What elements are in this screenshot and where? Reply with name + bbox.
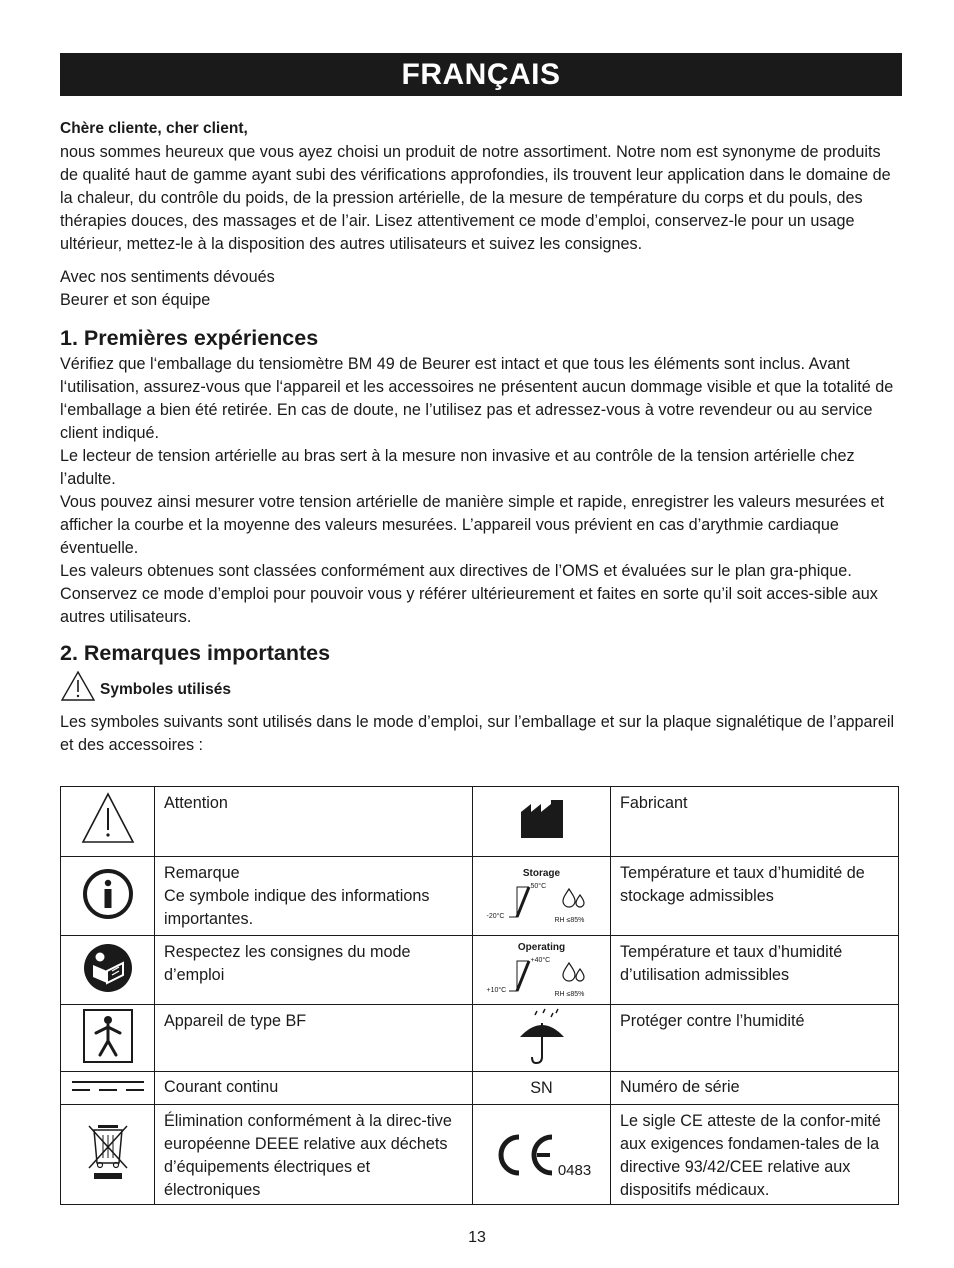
manufacturer-icon	[519, 798, 565, 840]
min-temperature: +10°C	[486, 986, 507, 994]
symbol-description: Numéro de série	[611, 1072, 899, 1105]
page-number: 13	[468, 1229, 486, 1246]
section-1-paragraph: Vous pouvez ainsi mesurer votre tension artérielle de manière simple et rapide, enregistrer les valeurs mesurées et afficher la courbe et la moyenne des valeurs mesurées. L’appareil vous prévient en cas d’arythmie cardiaque éventuelle.	[60, 493, 885, 557]
signoff-line-1: Avec nos sentiments dévoués	[60, 268, 275, 286]
weee-disposal-icon	[86, 1123, 130, 1181]
page-content	[60, 96, 902, 757]
operating-label: Operating	[517, 941, 566, 953]
section-1-title: 1. Premières expériences	[60, 326, 319, 350]
attention-icon	[80, 791, 136, 847]
symbol-description: Température et taux d’humidité d’utilisation admissibles	[611, 936, 899, 1005]
greeting: Chère cliente, cher client,	[60, 120, 248, 137]
symbol-description: Le sigle CE atteste de la confor-mité aux exigences fondamen-tales de la directive 93/42/CEE relative aux dispositifs médicaux.	[611, 1105, 899, 1205]
table-row	[61, 1072, 899, 1105]
symbol-description: Respectez les consignes du mode d’emploi	[155, 936, 473, 1005]
storage-label: Storage	[522, 867, 561, 879]
symbol-description: Élimination conformément à la direc-tive européenne DEEE relative aux déchets d’équipements électriques et électroniques	[155, 1105, 473, 1205]
direct-current-icon	[70, 1079, 146, 1093]
symbols-table	[60, 786, 899, 1205]
signoff-line-2: Beurer et son équipe	[60, 291, 211, 309]
symbol-description: Attention	[155, 787, 473, 857]
signoff	[60, 266, 902, 312]
storage-conditions-icon	[473, 868, 610, 925]
section-1-paragraph: Les valeurs obtenues sont classées conformément aux directives de l’OMS et évaluées sur le plan gra-phique.	[60, 562, 852, 580]
symbols-intro: Les symboles suivants sont utilisés dans le mode d’emploi, sur l’emballage et sur la plaque signalétique de l’appareil et des accessoires :	[60, 713, 895, 754]
info-icon	[82, 868, 134, 920]
table-row	[61, 936, 899, 1005]
language-banner	[60, 53, 902, 96]
table-row	[61, 1005, 899, 1072]
notified-body-number: 0483	[557, 1161, 592, 1179]
symbols-subheading-text: Symboles utilisés	[100, 681, 231, 698]
max-temperature: 50°C	[530, 882, 547, 890]
umbrella-icon	[517, 1007, 567, 1065]
symbol-description: Fabricant	[611, 787, 899, 857]
humidity-limit: RH ≤85%	[554, 916, 585, 924]
symbol-description: Courant continu	[155, 1072, 473, 1105]
humidity-limit: RH ≤85%	[554, 990, 585, 998]
section-2-title: 2. Remarques importantes	[60, 641, 331, 665]
section-1-paragraph: Vérifiez que l‘emballage du tensiomètre BM 49 de Beurer est intact et que tous les éléments sont inclus. Avant l‘utilisation, assurez-vous que l‘appareil et les accessoires ne présentent aucun dommage visible et que la totalité de l‘emballage a bien été retirée. En cas de doute, ne l’utilisez pas et adressez-vous à votre revendeur ou au service client indiqué.	[60, 355, 894, 442]
table-row	[61, 857, 899, 936]
table-row	[61, 787, 899, 857]
read-manual-icon	[83, 943, 133, 993]
symbol-description: Remarque Ce symbole indique des informations importantes.	[155, 857, 473, 936]
intro-paragraph: nous sommes heureux que vous ayez choisi un produit de notre assortiment. Notre nom est synonyme de produits de qualité haut de gamme ayant subi des vérifications approfondies, ils trouvent leur application dans le domaine de la chaleur, du contrôle du poids, de la pression artérielle, de la mesure de température du corps et du pouls, des thérapies douces, des massages et de l’air. Lisez attentivement ce mode d’emploi, conservez-le pour un usage ultérieur, mettez-le à la disposition des autres utilisateurs et suivez les consignes.	[60, 143, 891, 253]
symbols-subheading	[60, 670, 902, 702]
section-1-paragraph: Le lecteur de tension artérielle au bras sert à la mesure non invasive et au contrôle de la tension artérielle chez l’adulte.	[60, 447, 855, 488]
warning-triangle-icon	[60, 670, 96, 702]
banner-title: FRANÇAIS	[401, 57, 561, 91]
symbol-description: Appareil de type BF	[155, 1005, 473, 1072]
table-row	[61, 1105, 899, 1205]
max-temperature: +40°C	[530, 956, 551, 964]
operating-conditions-icon	[473, 942, 610, 999]
section-1-body	[60, 353, 902, 629]
ce-mark	[473, 1133, 610, 1177]
type-bf-icon	[83, 1009, 133, 1063]
serial-number-code: SN	[530, 1078, 553, 1097]
symbol-description: Température et taux d’humidité de stockage admissibles	[611, 857, 899, 936]
min-temperature: -20°C	[486, 912, 505, 920]
section-1-paragraph: Conservez ce mode d’emploi pour pouvoir vous y référer ultérieurement et faites en sorte qu’il soit acces-sible aux autres utilisateurs.	[60, 585, 878, 626]
symbol-description: Protéger contre l’humidité	[611, 1005, 899, 1072]
ce-mark-icon	[492, 1133, 556, 1177]
